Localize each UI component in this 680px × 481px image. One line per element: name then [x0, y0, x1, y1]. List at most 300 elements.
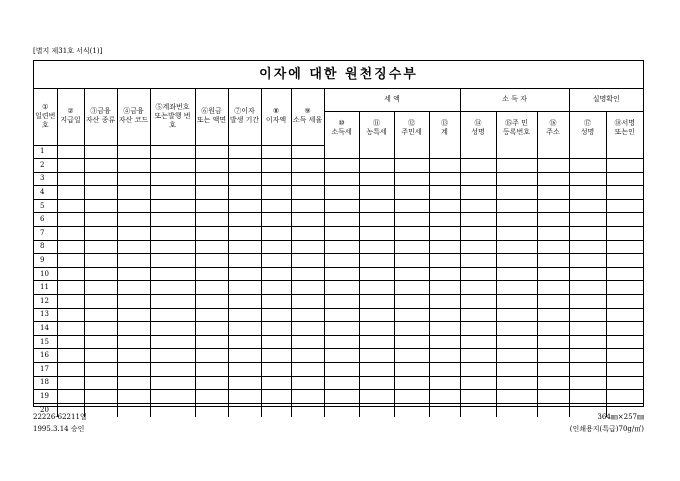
table-cell[interactable]: [291, 227, 324, 241]
table-cell[interactable]: [195, 281, 228, 295]
table-cell[interactable]: [496, 145, 537, 159]
table-cell[interactable]: [291, 335, 324, 349]
table-cell[interactable]: [394, 390, 429, 404]
table-cell[interactable]: [394, 213, 429, 227]
table-cell[interactable]: [117, 172, 150, 186]
table-cell[interactable]: [324, 363, 359, 377]
table-cell[interactable]: [261, 349, 291, 363]
table-cell[interactable]: [150, 172, 195, 186]
table-cell[interactable]: [460, 172, 496, 186]
table-cell[interactable]: [195, 363, 228, 377]
table-cell[interactable]: [150, 254, 195, 268]
table-cell[interactable]: [228, 403, 261, 417]
table-cell[interactable]: [150, 295, 195, 309]
table-cell[interactable]: [429, 295, 460, 309]
table-cell[interactable]: [228, 267, 261, 281]
table-cell[interactable]: [150, 390, 195, 404]
table-cell[interactable]: [537, 172, 569, 186]
table-cell[interactable]: [291, 159, 324, 173]
table-cell[interactable]: [359, 335, 394, 349]
table-cell[interactable]: [195, 159, 228, 173]
table-cell[interactable]: [359, 172, 394, 186]
table-cell[interactable]: [429, 322, 460, 336]
table-cell[interactable]: [496, 376, 537, 390]
table-cell[interactable]: [291, 145, 324, 159]
table-cell[interactable]: [261, 199, 291, 213]
table-cell[interactable]: [606, 308, 643, 322]
table-cell[interactable]: [57, 335, 84, 349]
table-cell[interactable]: [394, 267, 429, 281]
table-cell[interactable]: [606, 254, 643, 268]
table-cell[interactable]: [117, 145, 150, 159]
table-cell[interactable]: [606, 295, 643, 309]
table-cell[interactable]: [261, 145, 291, 159]
table-cell[interactable]: [84, 349, 117, 363]
table-cell[interactable]: [57, 240, 84, 254]
table-cell[interactable]: [228, 172, 261, 186]
table-cell[interactable]: [606, 172, 643, 186]
table-cell[interactable]: [84, 213, 117, 227]
table-cell[interactable]: [57, 267, 84, 281]
table-cell[interactable]: [537, 145, 569, 159]
table-cell[interactable]: [537, 403, 569, 417]
table-cell[interactable]: [537, 227, 569, 241]
table-cell[interactable]: [57, 213, 84, 227]
table-cell[interactable]: [261, 403, 291, 417]
table-cell[interactable]: [228, 295, 261, 309]
table-cell[interactable]: [195, 308, 228, 322]
table-cell[interactable]: [460, 199, 496, 213]
table-cell[interactable]: [496, 295, 537, 309]
table-cell[interactable]: [537, 322, 569, 336]
table-cell[interactable]: [460, 322, 496, 336]
table-cell[interactable]: [261, 159, 291, 173]
table-cell[interactable]: [228, 254, 261, 268]
table-cell[interactable]: [261, 186, 291, 200]
table-cell[interactable]: [569, 267, 606, 281]
table-cell[interactable]: [496, 308, 537, 322]
table-cell[interactable]: [394, 322, 429, 336]
table-cell[interactable]: [261, 172, 291, 186]
table-cell[interactable]: [496, 227, 537, 241]
table-cell[interactable]: [228, 227, 261, 241]
table-cell[interactable]: [569, 186, 606, 200]
table-cell[interactable]: [117, 335, 150, 349]
table-cell[interactable]: [537, 267, 569, 281]
table-cell[interactable]: [150, 145, 195, 159]
table-cell[interactable]: [228, 308, 261, 322]
table-cell[interactable]: [606, 390, 643, 404]
table-cell[interactable]: [228, 159, 261, 173]
table-cell[interactable]: [195, 267, 228, 281]
table-cell[interactable]: [394, 240, 429, 254]
table-cell[interactable]: [569, 390, 606, 404]
table-cell[interactable]: [569, 335, 606, 349]
table-cell[interactable]: [537, 308, 569, 322]
table-cell[interactable]: [57, 308, 84, 322]
table-cell[interactable]: [359, 403, 394, 417]
table-cell[interactable]: [537, 376, 569, 390]
table-cell[interactable]: [84, 254, 117, 268]
table-cell[interactable]: [537, 240, 569, 254]
table-cell[interactable]: [606, 349, 643, 363]
table-cell[interactable]: [496, 322, 537, 336]
table-cell[interactable]: [569, 363, 606, 377]
table-cell[interactable]: [117, 390, 150, 404]
table-cell[interactable]: [84, 363, 117, 377]
table-cell[interactable]: [394, 145, 429, 159]
table-cell[interactable]: [569, 295, 606, 309]
table-cell[interactable]: [569, 349, 606, 363]
table-cell[interactable]: [429, 254, 460, 268]
table-cell[interactable]: [394, 335, 429, 349]
table-cell[interactable]: [460, 159, 496, 173]
table-cell[interactable]: [394, 363, 429, 377]
table-cell[interactable]: [569, 145, 606, 159]
table-cell[interactable]: [261, 295, 291, 309]
table-cell[interactable]: [291, 254, 324, 268]
table-cell[interactable]: [606, 376, 643, 390]
table-cell[interactable]: [57, 376, 84, 390]
table-cell[interactable]: [359, 240, 394, 254]
table-cell[interactable]: [84, 335, 117, 349]
table-cell[interactable]: [460, 281, 496, 295]
table-cell[interactable]: [261, 363, 291, 377]
table-cell[interactable]: [569, 213, 606, 227]
table-cell[interactable]: [537, 199, 569, 213]
table-cell[interactable]: [57, 322, 84, 336]
table-cell[interactable]: [394, 159, 429, 173]
table-cell[interactable]: [324, 172, 359, 186]
table-cell[interactable]: [84, 159, 117, 173]
table-cell[interactable]: [324, 227, 359, 241]
table-cell[interactable]: [117, 240, 150, 254]
table-cell[interactable]: [394, 308, 429, 322]
table-cell[interactable]: [569, 254, 606, 268]
table-cell[interactable]: [195, 186, 228, 200]
table-cell[interactable]: [84, 403, 117, 417]
table-cell[interactable]: [57, 199, 84, 213]
table-cell[interactable]: [537, 186, 569, 200]
table-cell[interactable]: [57, 227, 84, 241]
table-cell[interactable]: [291, 390, 324, 404]
table-cell[interactable]: [261, 335, 291, 349]
table-cell[interactable]: [606, 186, 643, 200]
table-cell[interactable]: [429, 227, 460, 241]
table-cell[interactable]: [291, 172, 324, 186]
table-cell[interactable]: [429, 349, 460, 363]
table-cell[interactable]: [324, 186, 359, 200]
table-cell[interactable]: [394, 376, 429, 390]
table-cell[interactable]: [537, 390, 569, 404]
table-cell[interactable]: [359, 322, 394, 336]
table-cell[interactable]: [429, 213, 460, 227]
table-cell[interactable]: [228, 363, 261, 377]
table-cell[interactable]: [606, 281, 643, 295]
table-cell[interactable]: [150, 213, 195, 227]
table-cell[interactable]: [291, 403, 324, 417]
table-cell[interactable]: [429, 308, 460, 322]
table-cell[interactable]: [150, 308, 195, 322]
table-cell[interactable]: [117, 199, 150, 213]
table-cell[interactable]: [57, 349, 84, 363]
table-cell[interactable]: [228, 335, 261, 349]
table-cell[interactable]: [195, 295, 228, 309]
table-cell[interactable]: [496, 213, 537, 227]
table-cell[interactable]: [394, 172, 429, 186]
table-cell[interactable]: [569, 376, 606, 390]
table-cell[interactable]: [394, 295, 429, 309]
table-cell[interactable]: [496, 349, 537, 363]
table-cell[interactable]: [359, 159, 394, 173]
table-cell[interactable]: [606, 363, 643, 377]
table-cell[interactable]: [429, 390, 460, 404]
table-cell[interactable]: [261, 240, 291, 254]
table-cell[interactable]: [569, 322, 606, 336]
table-cell[interactable]: [150, 363, 195, 377]
table-cell[interactable]: [117, 281, 150, 295]
table-cell[interactable]: [537, 295, 569, 309]
table-cell[interactable]: [261, 281, 291, 295]
table-cell[interactable]: [460, 227, 496, 241]
table-cell[interactable]: [569, 281, 606, 295]
table-cell[interactable]: [359, 376, 394, 390]
table-cell[interactable]: [460, 213, 496, 227]
table-cell[interactable]: [84, 376, 117, 390]
table-cell[interactable]: [460, 186, 496, 200]
table-cell[interactable]: [195, 390, 228, 404]
table-cell[interactable]: [460, 240, 496, 254]
table-cell[interactable]: [569, 227, 606, 241]
table-cell[interactable]: [429, 335, 460, 349]
table-cell[interactable]: [84, 281, 117, 295]
table-cell[interactable]: [496, 267, 537, 281]
table-cell[interactable]: [291, 295, 324, 309]
table-cell[interactable]: [606, 240, 643, 254]
table-cell[interactable]: [394, 281, 429, 295]
table-cell[interactable]: [291, 186, 324, 200]
table-cell[interactable]: [496, 186, 537, 200]
table-cell[interactable]: [57, 145, 84, 159]
table-cell[interactable]: [496, 254, 537, 268]
table-cell[interactable]: [394, 403, 429, 417]
table-cell[interactable]: [291, 349, 324, 363]
table-cell[interactable]: [261, 308, 291, 322]
table-cell[interactable]: [117, 308, 150, 322]
table-cell[interactable]: [496, 281, 537, 295]
table-cell[interactable]: [496, 363, 537, 377]
table-cell[interactable]: [359, 349, 394, 363]
table-cell[interactable]: [394, 186, 429, 200]
table-cell[interactable]: [117, 213, 150, 227]
table-cell[interactable]: [84, 322, 117, 336]
table-cell[interactable]: [359, 267, 394, 281]
table-cell[interactable]: [84, 172, 117, 186]
table-cell[interactable]: [359, 295, 394, 309]
table-cell[interactable]: [261, 254, 291, 268]
table-cell[interactable]: [195, 322, 228, 336]
table-cell[interactable]: [359, 390, 394, 404]
table-cell[interactable]: [228, 322, 261, 336]
table-cell[interactable]: [324, 159, 359, 173]
table-cell[interactable]: [195, 199, 228, 213]
table-cell[interactable]: [496, 335, 537, 349]
table-cell[interactable]: [460, 403, 496, 417]
table-cell[interactable]: [150, 403, 195, 417]
table-cell[interactable]: [117, 267, 150, 281]
table-cell[interactable]: [84, 308, 117, 322]
table-cell[interactable]: [537, 213, 569, 227]
table-cell[interactable]: [569, 308, 606, 322]
table-cell[interactable]: [195, 376, 228, 390]
table-cell[interactable]: [394, 199, 429, 213]
table-cell[interactable]: [460, 335, 496, 349]
table-cell[interactable]: [150, 281, 195, 295]
table-cell[interactable]: [537, 159, 569, 173]
table-cell[interactable]: [606, 213, 643, 227]
table-cell[interactable]: [460, 254, 496, 268]
table-cell[interactable]: [324, 254, 359, 268]
table-cell[interactable]: [117, 159, 150, 173]
table-cell[interactable]: [496, 390, 537, 404]
table-cell[interactable]: [537, 281, 569, 295]
table-cell[interactable]: [150, 267, 195, 281]
table-cell[interactable]: [460, 308, 496, 322]
table-cell[interactable]: [150, 376, 195, 390]
table-cell[interactable]: [57, 390, 84, 404]
table-cell[interactable]: [228, 390, 261, 404]
table-cell[interactable]: [150, 349, 195, 363]
table-cell[interactable]: [359, 186, 394, 200]
table-cell[interactable]: [261, 227, 291, 241]
table-cell[interactable]: [195, 403, 228, 417]
table-cell[interactable]: [496, 240, 537, 254]
table-cell[interactable]: [195, 213, 228, 227]
table-cell[interactable]: [429, 376, 460, 390]
table-cell[interactable]: [84, 186, 117, 200]
table-cell[interactable]: [57, 363, 84, 377]
table-cell[interactable]: [324, 199, 359, 213]
table-cell[interactable]: [324, 403, 359, 417]
table-cell[interactable]: [57, 295, 84, 309]
table-cell[interactable]: [291, 281, 324, 295]
table-cell[interactable]: [359, 145, 394, 159]
table-cell[interactable]: [228, 376, 261, 390]
table-cell[interactable]: [537, 254, 569, 268]
table-cell[interactable]: [429, 240, 460, 254]
table-cell[interactable]: [150, 199, 195, 213]
table-cell[interactable]: [460, 349, 496, 363]
table-cell[interactable]: [84, 199, 117, 213]
table-cell[interactable]: [228, 240, 261, 254]
table-cell[interactable]: [117, 295, 150, 309]
table-cell[interactable]: [359, 363, 394, 377]
table-cell[interactable]: [84, 390, 117, 404]
table-cell[interactable]: [606, 159, 643, 173]
table-cell[interactable]: [429, 172, 460, 186]
table-cell[interactable]: [261, 376, 291, 390]
table-cell[interactable]: [150, 227, 195, 241]
table-cell[interactable]: [606, 322, 643, 336]
table-cell[interactable]: [460, 145, 496, 159]
table-cell[interactable]: [606, 145, 643, 159]
table-cell[interactable]: [359, 213, 394, 227]
table-cell[interactable]: [569, 172, 606, 186]
table-cell[interactable]: [324, 322, 359, 336]
table-cell[interactable]: [228, 281, 261, 295]
table-cell[interactable]: [228, 199, 261, 213]
table-cell[interactable]: [460, 363, 496, 377]
table-cell[interactable]: [324, 145, 359, 159]
table-cell[interactable]: [569, 199, 606, 213]
table-cell[interactable]: [324, 349, 359, 363]
table-cell[interactable]: [429, 199, 460, 213]
table-cell[interactable]: [195, 227, 228, 241]
table-cell[interactable]: [150, 186, 195, 200]
table-cell[interactable]: [496, 403, 537, 417]
table-cell[interactable]: [359, 281, 394, 295]
table-cell[interactable]: [429, 403, 460, 417]
table-cell[interactable]: [606, 227, 643, 241]
table-cell[interactable]: [228, 186, 261, 200]
table-cell[interactable]: [117, 322, 150, 336]
table-cell[interactable]: [569, 159, 606, 173]
table-cell[interactable]: [324, 335, 359, 349]
table-cell[interactable]: [429, 281, 460, 295]
table-cell[interactable]: [261, 390, 291, 404]
table-cell[interactable]: [150, 159, 195, 173]
table-cell[interactable]: [117, 363, 150, 377]
table-cell[interactable]: [606, 267, 643, 281]
table-cell[interactable]: [606, 199, 643, 213]
table-cell[interactable]: [261, 322, 291, 336]
table-cell[interactable]: [57, 281, 84, 295]
table-cell[interactable]: [324, 308, 359, 322]
table-cell[interactable]: [429, 186, 460, 200]
table-cell[interactable]: [57, 172, 84, 186]
table-cell[interactable]: [291, 267, 324, 281]
table-cell[interactable]: [291, 363, 324, 377]
table-cell[interactable]: [324, 213, 359, 227]
table-cell[interactable]: [117, 376, 150, 390]
table-cell[interactable]: [324, 281, 359, 295]
table-cell[interactable]: [496, 159, 537, 173]
table-cell[interactable]: [195, 172, 228, 186]
table-cell[interactable]: [117, 227, 150, 241]
table-cell[interactable]: [84, 295, 117, 309]
table-cell[interactable]: [429, 267, 460, 281]
table-cell[interactable]: [84, 145, 117, 159]
table-cell[interactable]: [228, 349, 261, 363]
table-cell[interactable]: [261, 213, 291, 227]
table-cell[interactable]: [460, 295, 496, 309]
table-cell[interactable]: [324, 240, 359, 254]
table-cell[interactable]: [359, 308, 394, 322]
table-cell[interactable]: [429, 159, 460, 173]
table-cell[interactable]: [496, 199, 537, 213]
table-cell[interactable]: [537, 349, 569, 363]
table-cell[interactable]: [460, 390, 496, 404]
table-cell[interactable]: [57, 186, 84, 200]
table-cell[interactable]: [291, 308, 324, 322]
table-cell[interactable]: [84, 227, 117, 241]
table-cell[interactable]: [537, 363, 569, 377]
table-cell[interactable]: [228, 145, 261, 159]
table-cell[interactable]: [150, 240, 195, 254]
table-cell[interactable]: [261, 267, 291, 281]
table-cell[interactable]: [324, 295, 359, 309]
table-cell[interactable]: [291, 322, 324, 336]
